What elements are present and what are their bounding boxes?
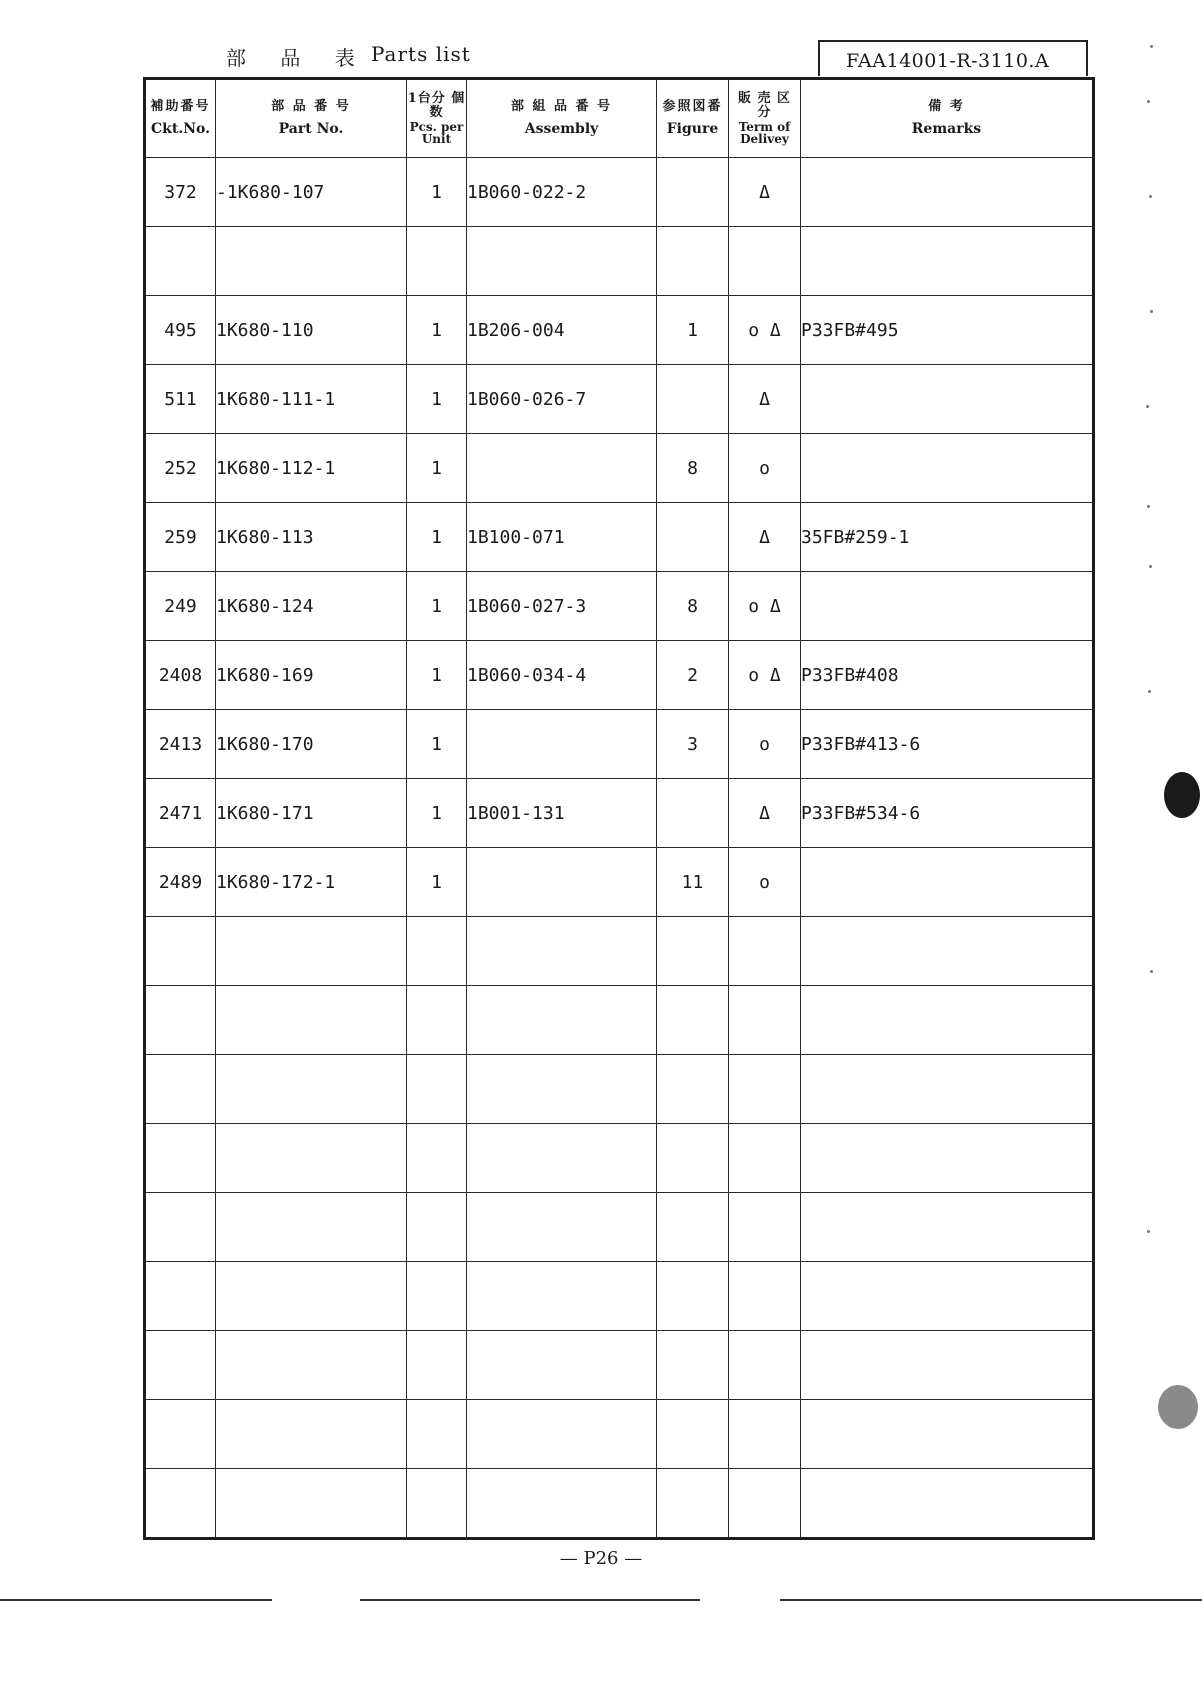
cell-remarks: 35FB#259-1 bbox=[801, 503, 1094, 572]
col-header-ckt-en: Ckt.No. bbox=[151, 120, 210, 137]
cell-pcs-per-unit: 1 bbox=[407, 779, 467, 848]
col-header-pcs-en: Pcs. per Unit bbox=[409, 119, 464, 146]
table-row bbox=[145, 503, 1094, 572]
table-row bbox=[145, 710, 1094, 779]
cell-ckt-no bbox=[145, 1331, 216, 1400]
cell-figure bbox=[657, 503, 729, 572]
scan-speck bbox=[1150, 310, 1153, 313]
col-header-assembly bbox=[467, 79, 657, 158]
cell-remarks bbox=[801, 434, 1094, 503]
cell-term-of-delivery: o Δ bbox=[729, 641, 801, 710]
col-header-assembly-en: Assembly bbox=[524, 120, 599, 137]
col-header-term-jp: 販 売 区 分 bbox=[737, 91, 792, 120]
scan-speck bbox=[1150, 45, 1153, 48]
cell-figure bbox=[657, 1193, 729, 1262]
col-header-part-jp: 部 品 番 号 bbox=[271, 98, 351, 114]
cell-remarks bbox=[801, 1193, 1094, 1262]
cell-term-of-delivery bbox=[729, 227, 801, 296]
cell-ckt-no: 2489 bbox=[145, 848, 216, 917]
cell-figure bbox=[657, 986, 729, 1055]
cell-pcs-per-unit: 1 bbox=[407, 434, 467, 503]
cell-term-of-delivery bbox=[729, 1400, 801, 1469]
cell-ckt-no bbox=[145, 917, 216, 986]
cell-part-no bbox=[216, 917, 407, 986]
cell-remarks bbox=[801, 365, 1094, 434]
table-row bbox=[145, 1262, 1094, 1331]
table-row bbox=[145, 1124, 1094, 1193]
cell-ckt-no: 2413 bbox=[145, 710, 216, 779]
cell-pcs-per-unit bbox=[407, 1331, 467, 1400]
table-row bbox=[145, 641, 1094, 710]
cell-remarks bbox=[801, 572, 1094, 641]
col-header-ckt bbox=[145, 79, 216, 158]
cell-assembly: 1B060-022-2 bbox=[467, 158, 657, 227]
cell-term-of-delivery bbox=[729, 1469, 801, 1539]
cell-figure: 8 bbox=[657, 434, 729, 503]
cell-pcs-per-unit bbox=[407, 1469, 467, 1539]
cell-term-of-delivery: Δ bbox=[729, 365, 801, 434]
cell-part-no bbox=[216, 1262, 407, 1331]
cell-part-no bbox=[216, 1124, 407, 1193]
cell-term-of-delivery bbox=[729, 1193, 801, 1262]
cell-part-no bbox=[216, 1400, 407, 1469]
cell-ckt-no: 495 bbox=[145, 296, 216, 365]
cell-ckt-no: 259 bbox=[145, 503, 216, 572]
col-header-figure bbox=[657, 79, 729, 158]
cell-figure: 2 bbox=[657, 641, 729, 710]
header-row bbox=[145, 79, 1094, 158]
bottom-rule-middle bbox=[360, 1599, 700, 1601]
cell-part-no bbox=[216, 986, 407, 1055]
bottom-rule-right bbox=[780, 1599, 1202, 1601]
table-row bbox=[145, 986, 1094, 1055]
cell-remarks bbox=[801, 1262, 1094, 1331]
cell-ckt-no bbox=[145, 1193, 216, 1262]
cell-figure bbox=[657, 779, 729, 848]
cell-remarks: P33FB#534-6 bbox=[801, 779, 1094, 848]
cell-assembly bbox=[467, 848, 657, 917]
cell-pcs-per-unit: 1 bbox=[407, 848, 467, 917]
cell-part-no: 1K680-172-1 bbox=[216, 848, 407, 917]
cell-term-of-delivery bbox=[729, 986, 801, 1055]
cell-term-of-delivery: o bbox=[729, 710, 801, 779]
cell-pcs-per-unit: 1 bbox=[407, 503, 467, 572]
cell-assembly bbox=[467, 917, 657, 986]
table-row bbox=[145, 779, 1094, 848]
cell-part-no bbox=[216, 1193, 407, 1262]
cell-term-of-delivery: Δ bbox=[729, 779, 801, 848]
cell-ckt-no bbox=[145, 1400, 216, 1469]
cell-assembly bbox=[467, 434, 657, 503]
cell-pcs-per-unit bbox=[407, 227, 467, 296]
scan-speck bbox=[1148, 690, 1151, 693]
cell-part-no bbox=[216, 1331, 407, 1400]
cell-assembly bbox=[467, 986, 657, 1055]
cell-part-no: 1K680-169 bbox=[216, 641, 407, 710]
cell-part-no bbox=[216, 227, 407, 296]
cell-ckt-no: 372 bbox=[145, 158, 216, 227]
col-header-pcs bbox=[407, 79, 467, 158]
table-row bbox=[145, 917, 1094, 986]
cell-remarks bbox=[801, 1469, 1094, 1539]
cell-figure: 1 bbox=[657, 296, 729, 365]
cell-figure bbox=[657, 365, 729, 434]
cell-remarks bbox=[801, 158, 1094, 227]
col-header-part-en: Part No. bbox=[278, 120, 344, 137]
cell-ckt-no bbox=[145, 1469, 216, 1539]
cell-figure bbox=[657, 1331, 729, 1400]
cell-ckt-no: 2471 bbox=[145, 779, 216, 848]
cell-assembly bbox=[467, 227, 657, 296]
page-number: — P26 — bbox=[559, 1548, 643, 1569]
cell-pcs-per-unit bbox=[407, 1262, 467, 1331]
table-row bbox=[145, 296, 1094, 365]
cell-assembly bbox=[467, 1055, 657, 1124]
cell-assembly bbox=[467, 1124, 657, 1193]
cell-pcs-per-unit bbox=[407, 1124, 467, 1193]
cell-pcs-per-unit: 1 bbox=[407, 158, 467, 227]
cell-remarks: P33FB#408 bbox=[801, 641, 1094, 710]
cell-pcs-per-unit: 1 bbox=[407, 710, 467, 779]
punch-hole-mark bbox=[1164, 772, 1200, 818]
cell-term-of-delivery bbox=[729, 1331, 801, 1400]
cell-term-of-delivery bbox=[729, 1262, 801, 1331]
cell-term-of-delivery: Δ bbox=[729, 503, 801, 572]
cell-pcs-per-unit: 1 bbox=[407, 296, 467, 365]
cell-figure bbox=[657, 1469, 729, 1539]
cell-assembly: 1B060-026-7 bbox=[467, 365, 657, 434]
cell-ckt-no bbox=[145, 1124, 216, 1193]
cell-remarks bbox=[801, 986, 1094, 1055]
scan-speck bbox=[1147, 505, 1150, 508]
bottom-rule-left bbox=[0, 1599, 272, 1601]
cell-term-of-delivery bbox=[729, 1124, 801, 1193]
cell-term-of-delivery bbox=[729, 1055, 801, 1124]
cell-ckt-no: 252 bbox=[145, 434, 216, 503]
scan-speck bbox=[1146, 405, 1149, 408]
cell-figure bbox=[657, 158, 729, 227]
cell-term-of-delivery: o Δ bbox=[729, 572, 801, 641]
cell-assembly bbox=[467, 1400, 657, 1469]
col-header-remarks-jp: 備 考 bbox=[928, 98, 965, 114]
table-row bbox=[145, 848, 1094, 917]
cell-figure bbox=[657, 1400, 729, 1469]
cell-figure bbox=[657, 1124, 729, 1193]
punch-hole-mark bbox=[1158, 1385, 1198, 1429]
cell-part-no: 1K680-124 bbox=[216, 572, 407, 641]
cell-assembly bbox=[467, 1193, 657, 1262]
table-row bbox=[145, 365, 1094, 434]
cell-part-no: 1K680-171 bbox=[216, 779, 407, 848]
col-header-remarks-en: Remarks bbox=[911, 120, 982, 137]
cell-assembly: 1B100-071 bbox=[467, 503, 657, 572]
cell-part-no: 1K680-113 bbox=[216, 503, 407, 572]
document-number: FAA14001-R-3110.A bbox=[818, 40, 1088, 76]
cell-ckt-no bbox=[145, 986, 216, 1055]
cell-ckt-no bbox=[145, 1055, 216, 1124]
cell-assembly bbox=[467, 710, 657, 779]
parts-table-body bbox=[145, 158, 1094, 1539]
parts-table bbox=[143, 77, 1095, 1540]
col-header-figure-jp: 参照図番 bbox=[662, 98, 723, 114]
scan-speck bbox=[1147, 1230, 1150, 1233]
cell-part-no: 1K680-110 bbox=[216, 296, 407, 365]
col-header-term bbox=[729, 79, 801, 158]
cell-part-no: -1K680-107 bbox=[216, 158, 407, 227]
cell-remarks bbox=[801, 1331, 1094, 1400]
table-row bbox=[145, 1193, 1094, 1262]
scan-speck bbox=[1149, 195, 1152, 198]
cell-pcs-per-unit bbox=[407, 1193, 467, 1262]
table-row bbox=[145, 1469, 1094, 1539]
cell-term-of-delivery: o bbox=[729, 434, 801, 503]
cell-figure bbox=[657, 1262, 729, 1331]
col-header-part bbox=[216, 79, 407, 158]
cell-pcs-per-unit: 1 bbox=[407, 365, 467, 434]
cell-assembly bbox=[467, 1262, 657, 1331]
cell-figure: 3 bbox=[657, 710, 729, 779]
cell-figure bbox=[657, 1055, 729, 1124]
cell-pcs-per-unit: 1 bbox=[407, 641, 467, 710]
cell-term-of-delivery bbox=[729, 917, 801, 986]
cell-assembly bbox=[467, 1331, 657, 1400]
cell-figure: 11 bbox=[657, 848, 729, 917]
table-row bbox=[145, 572, 1094, 641]
cell-assembly: 1B001-131 bbox=[467, 779, 657, 848]
cell-figure bbox=[657, 917, 729, 986]
cell-pcs-per-unit bbox=[407, 1055, 467, 1124]
scan-speck bbox=[1149, 565, 1152, 568]
scan-speck bbox=[1150, 970, 1153, 973]
col-header-assembly-jp: 部 組 品 番 号 bbox=[510, 98, 613, 114]
table-row bbox=[145, 1331, 1094, 1400]
cell-assembly: 1B206-004 bbox=[467, 296, 657, 365]
cell-remarks bbox=[801, 917, 1094, 986]
cell-figure: 8 bbox=[657, 572, 729, 641]
table-row bbox=[145, 158, 1094, 227]
cell-pcs-per-unit: 1 bbox=[407, 572, 467, 641]
cell-remarks bbox=[801, 848, 1094, 917]
cell-pcs-per-unit bbox=[407, 917, 467, 986]
cell-assembly: 1B060-027-3 bbox=[467, 572, 657, 641]
cell-part-no: 1K680-170 bbox=[216, 710, 407, 779]
cell-pcs-per-unit bbox=[407, 986, 467, 1055]
col-header-figure-en: Figure bbox=[666, 120, 719, 137]
cell-part-no: 1K680-111-1 bbox=[216, 365, 407, 434]
table-row bbox=[145, 434, 1094, 503]
scan-speck bbox=[1147, 100, 1150, 103]
table-row bbox=[145, 227, 1094, 296]
cell-remarks bbox=[801, 227, 1094, 296]
cell-ckt-no: 511 bbox=[145, 365, 216, 434]
col-header-term-en: Term of Delivey bbox=[738, 119, 791, 146]
cell-assembly bbox=[467, 1469, 657, 1539]
cell-figure bbox=[657, 227, 729, 296]
title-japanese: 部 品 表 bbox=[226, 46, 369, 70]
cell-part-no: 1K680-112-1 bbox=[216, 434, 407, 503]
cell-ckt-no: 2408 bbox=[145, 641, 216, 710]
cell-remarks: P33FB#413-6 bbox=[801, 710, 1094, 779]
cell-ckt-no bbox=[145, 1262, 216, 1331]
cell-remarks: P33FB#495 bbox=[801, 296, 1094, 365]
col-header-pcs-jp: 1台分 個数 bbox=[407, 91, 466, 120]
cell-part-no bbox=[216, 1469, 407, 1539]
cell-pcs-per-unit bbox=[407, 1400, 467, 1469]
cell-ckt-no: 249 bbox=[145, 572, 216, 641]
cell-part-no bbox=[216, 1055, 407, 1124]
col-header-ckt-jp: 補助番号 bbox=[150, 98, 211, 114]
table-row bbox=[145, 1400, 1094, 1469]
col-header-remarks bbox=[801, 79, 1094, 158]
cell-term-of-delivery: Δ bbox=[729, 158, 801, 227]
cell-remarks bbox=[801, 1055, 1094, 1124]
cell-remarks bbox=[801, 1400, 1094, 1469]
cell-ckt-no bbox=[145, 227, 216, 296]
cell-term-of-delivery: o bbox=[729, 848, 801, 917]
cell-assembly: 1B060-034-4 bbox=[467, 641, 657, 710]
cell-term-of-delivery: o Δ bbox=[729, 296, 801, 365]
table-row bbox=[145, 1055, 1094, 1124]
title-english: Parts list bbox=[371, 42, 471, 66]
cell-remarks bbox=[801, 1124, 1094, 1193]
